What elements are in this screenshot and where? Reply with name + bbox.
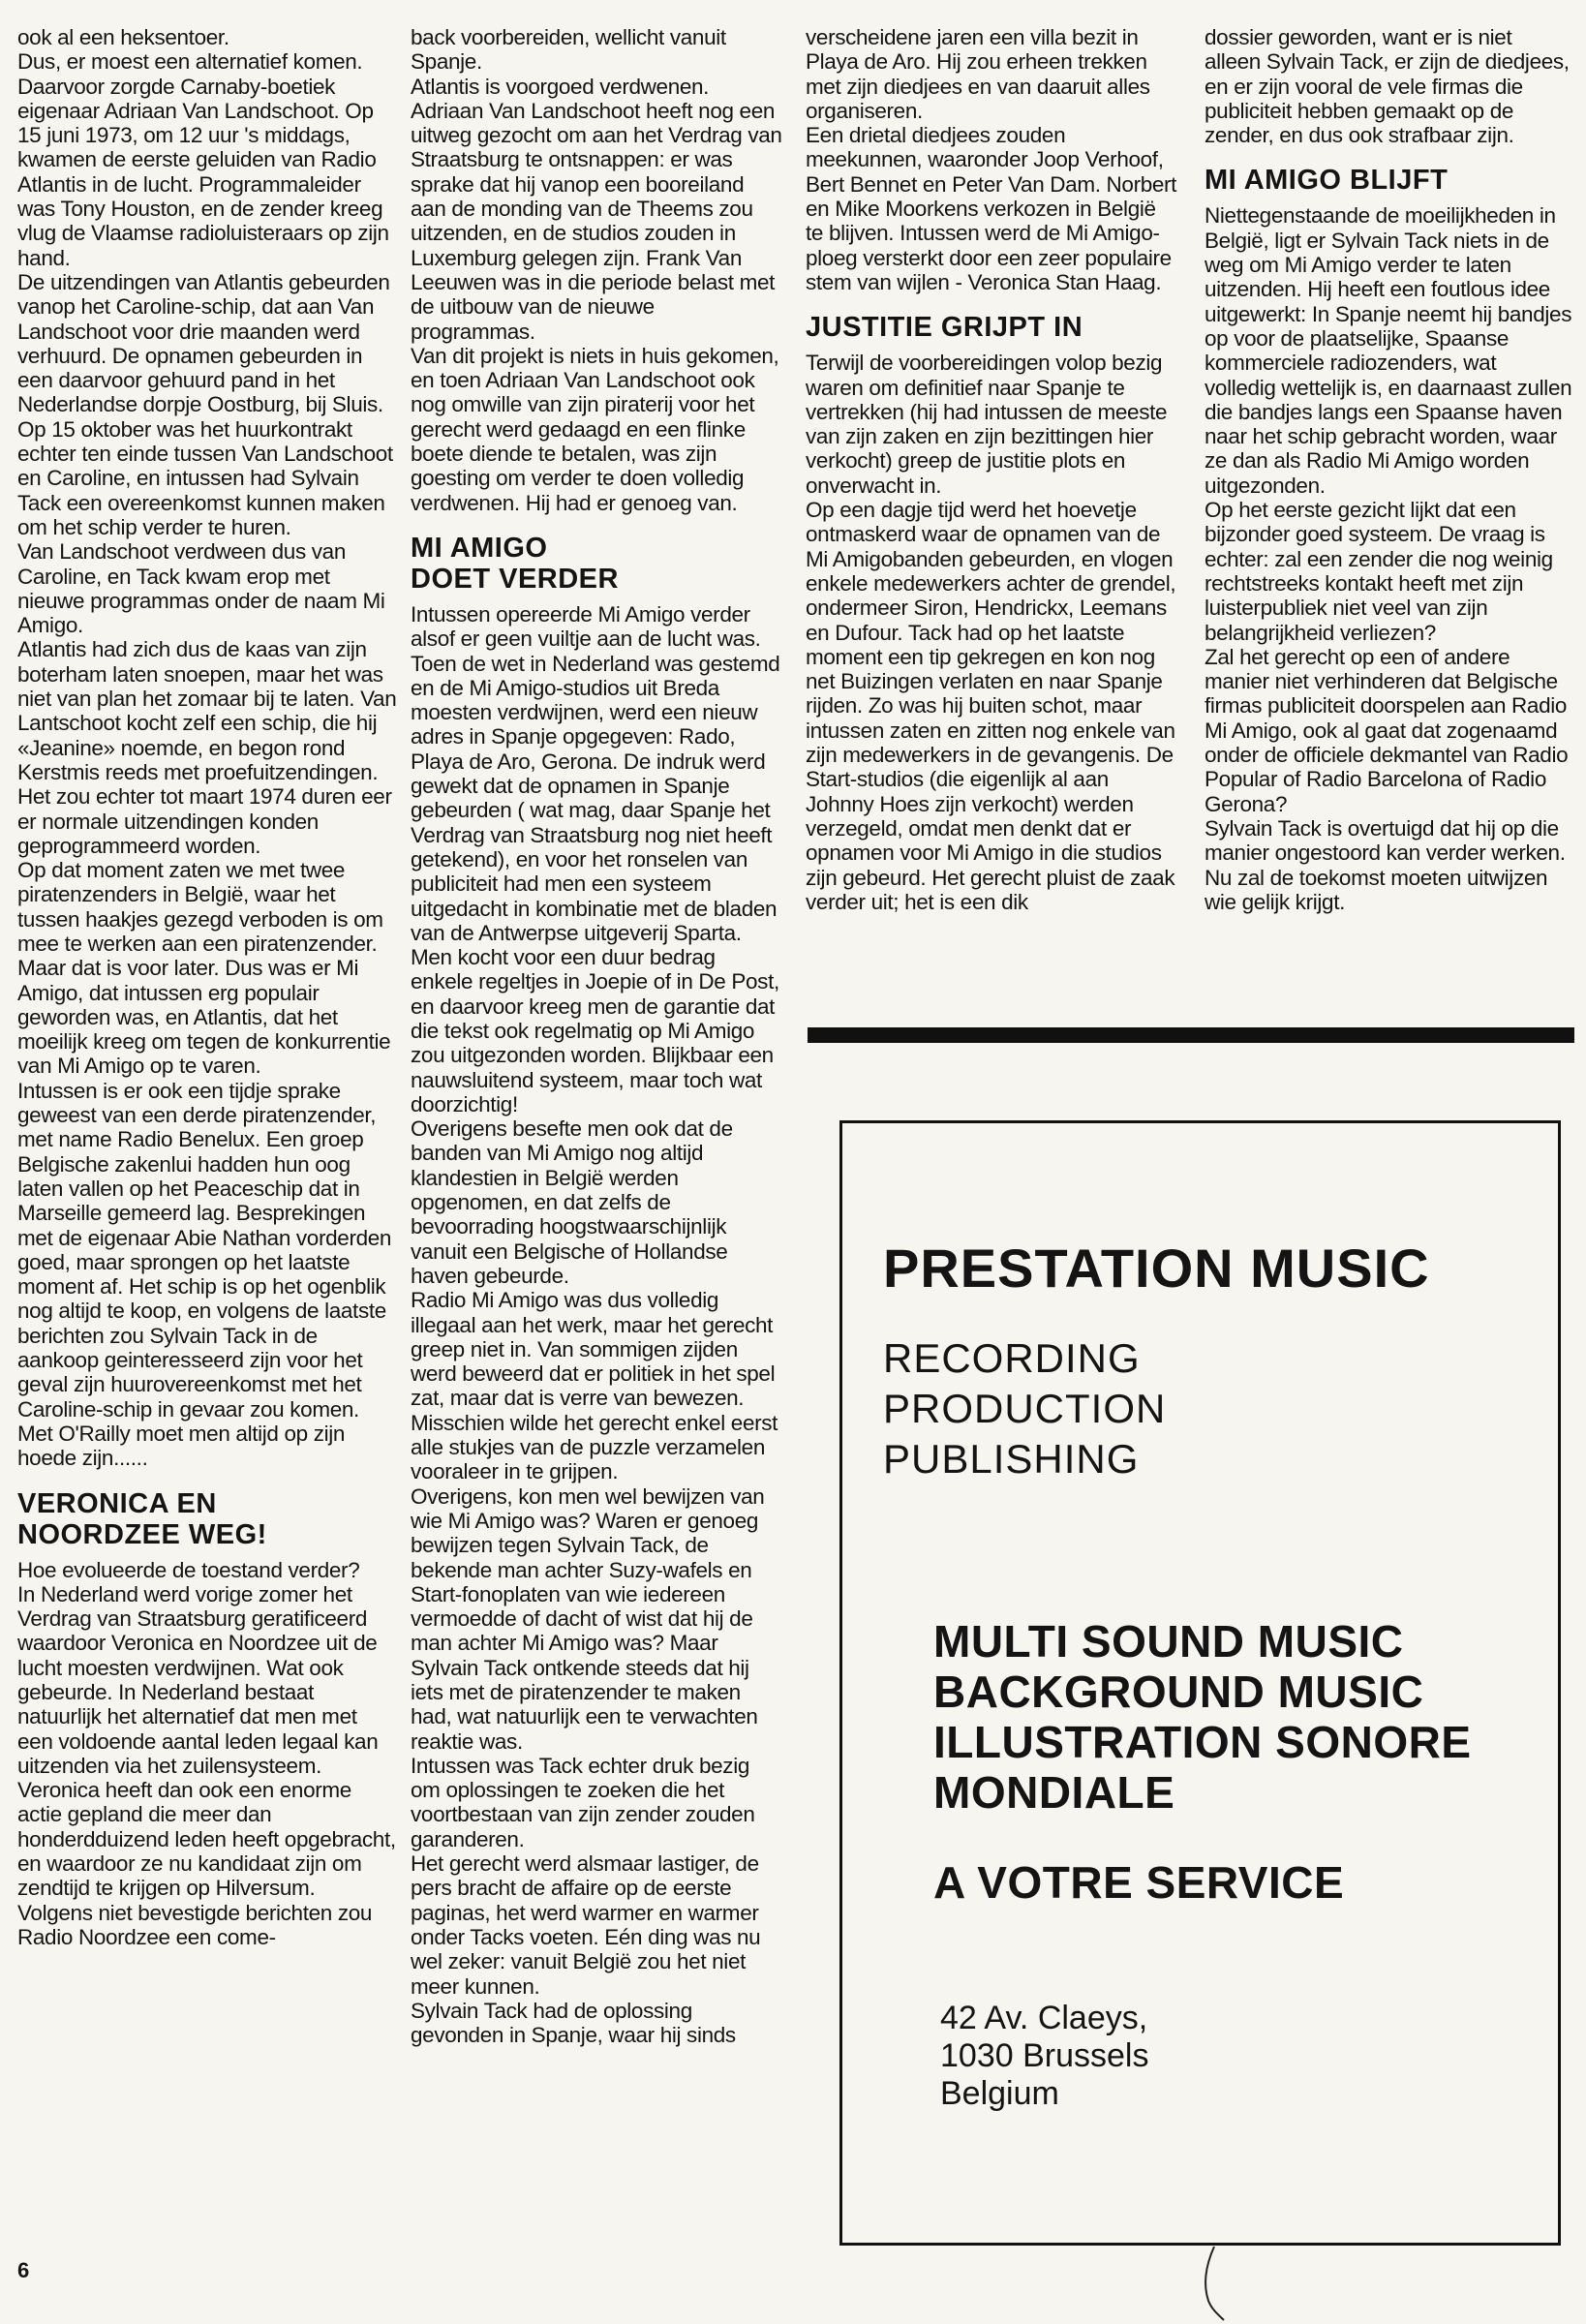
section-heading-line: MI AMIGO [411, 532, 548, 564]
article-paragraph: Van Landschoot verdween dus van Caroline, en Tack kwam erop met nieuwe programmas onder de naam Mi Amigo. [17, 539, 385, 638]
ad-address-line: 1030 Brussels [940, 2037, 1149, 2074]
section-heading-line: JUSTITIE GRIJPT IN [806, 312, 1083, 344]
article-paragraph: Van dit projekt is niets in huis gekomen, en toen Adriaan Van Landschoot ook nog omwille van zijn piraterij voor het gerecht werd gedaagd en een flinke boete diende te betalen, was zijn goesting om verder te doen volledig verdwenen. Hij had er genoeg van. [411, 343, 779, 515]
article-paragraph: Overigens besefte men ook dat de banden van Mi Amigo nog altijd klandestien in België werden opgenomen, en dat zelfs de bevoorrading hoogstwaarschijnlijk vanuit een Belgische of Hollandse haven gebeurde. [411, 1116, 733, 1288]
article-column-3 [806, 25, 1177, 914]
article-column-2 [411, 25, 782, 2047]
ad-title: PRESTATION MUSIC [883, 1238, 1430, 1299]
section-heading-line: DOET VERDER [411, 563, 619, 595]
section-heading [1205, 165, 1572, 196]
article-paragraph: Intussen opereerde Mi Amigo verder alsof er geen vuiltje aan de lucht was. Toen de wet in Nederland was gestemd en de Mi Amigo-studios uit Breda moesten verdwijnen, werd een nieuw adres in Spanje opgegeven: Rado, Playa de Aro, Gerona. De indruk werd gewekt dat de opnamen in Spanje gebeurden ( wat mag, daar Spanje het Verdrag van Straatsburg nog niet heeft getekend), en voor het ronselen van publiciteit had men een systeem uitgedacht in kombinatie met de bladen van de Antwerpse uitgeverij Sparta. Men kocht voor een duur bedrag enkele regeltjes in Joepie of in De Post, en daarvoor kreeg men de garantie dat die tekst ook regelmatig op Mi Amigo zou uitgezonden worden. Blijkbaar een nauwsluitend systeem, maar toch wat doorzichtig! [411, 601, 780, 1116]
section-heading-line: NOORDZEE WEG! [17, 1518, 267, 1550]
page-number: 6 [17, 2258, 30, 2282]
ad-service-line: MULTI SOUND MUSIC [933, 1616, 1404, 1667]
article-paragraph: Zal het gerecht op een of andere manier niet verhinderen dat Belgische firmas publiciteit doorspelen aan Radio Mi Amigo, ook al gaat dat zogenaamd onder de officiele dekmantel van Radio Popular of Radio Barcelona of Radio Gerona? [1205, 644, 1569, 816]
article-paragraph: Sylvain Tack is overtuigd dat hij op die manier ongestoord kan verder werken. Nu zal de toekomst moeten uitwijzen wie gelijk krijgt. [1205, 815, 1566, 914]
article-paragraph: ook al een heksentoer. [17, 25, 229, 49]
ad-address [940, 2000, 1148, 2113]
ad-address-line: 42 Av. Claeys, [940, 2000, 1148, 2036]
article-paragraph: In Nederland werd vorige zomer het Verdrag van Straatsburg geratificeerd waardoor Veronica en Noordzee uit de lucht moesten verdwijnen. Wat ook gebeurde. In Nederland bestaat natuurlijk het alternatief dat men met een voldoende aantal leden legaal kan uitzenden via het zuilensysteem. Veronica heeft dan ook een enorme actie gepland die meer dan honderdduizend leden heeft opgebracht, en waardoor ze nu kandidaat zijn om zendtijd te krijgen op Hilversum. [17, 1581, 396, 1901]
article-paragraph: Atlantis had zich dus de kaas van zijn boterham laten snoepen, maar het was niet van plan het zomaar bij te laten. Van Lantschoot kocht zelf een schip, die hij «Jeanine» noemde, en begon rond Kerstmis reeds met proefuitzendingen. Het zou echter tot maart 1974 duren eer er normale uitzendingen konden geprogrammeerd worden. [17, 637, 397, 858]
article-paragraph: Niettegenstaande de moeilijkheden in België, ligt er Sylvain Tack niets in de weg om Mi Amigo verder te laten uitzenden. Hij heeft een foutlous idee uitgewerkt: In Spanje neemt hij bandjes op voor de plaatselijke, Spaanse kommerciele radiozenders, wat volledig wettelijk is, en daarnaast zullen die bandjes langs een Spaanse haven naar het schip gebracht worden, waar ze dan als Radio Mi Amigo worden uitgezonden. [1205, 203, 1572, 498]
article-paragraph: Daarvoor zorgde Carnaby-boetiek eigenaar Adriaan Van Landschoot. Op 15 juni 1973, om 12 uur 's middags, kwamen de eerste geluiden van Radio Atlantis in de lucht. Programmaleider was Tony Houston, en de zender kreeg vlug de Vlaamse radioluisteraars op zijn hand. [17, 74, 389, 270]
paper-edge-mark [1187, 2245, 1226, 2322]
ad-address-line: Belgium [940, 2075, 1059, 2112]
article-paragraph: Terwijl de voorbereidingen volop bezig waren om definitief naar Spanje te vertrekken (hij had intussen de meeste van zijn zaken en zijn bezittingen hier verkocht) greep de justitie plots en onverwacht in. [806, 351, 1168, 498]
ad-subtitle [883, 1333, 1166, 1484]
ad-subtitle-line: PRODUCTION [883, 1386, 1167, 1431]
ad-tagline: A VOTRE SERVICE [933, 1857, 1345, 1908]
article-paragraph: Radio Mi Amigo was dus volledig illegaal aan het werk, maar het gerecht greep niet in. Van sommigen zijden werd beweerd dat er politiek in het spel zat, maar dat is verre van bewezen. Misschien wilde het gerecht enkel eerst alle stukjes van de puzzle verzamelen vooraleer in te grijpen. [411, 1288, 778, 1484]
article-paragraph: back voorbereiden, wellicht vanuit Spanje. [411, 25, 726, 75]
article-paragraph: Atlantis is voorgoed verdwenen. Adriaan Van Landschoot heeft nog een uitweg gezocht om aan het Verdrag van Straatsburg te ontsnappen: er was sprake dat hij vanop een booreiland aan de monding van de Theems zou uitzenden, en de studios zouden in Luxemburg gelegen zijn. Frank Van Leeuwen was in die periode belast met de uitbouw van de nieuwe programmas. [411, 74, 782, 344]
section-heading [411, 533, 782, 595]
article-paragraph: Hoe evolueerde de toestand verder? [17, 1557, 360, 1582]
article-paragraph: dossier geworden, want er is niet alleen Sylvain Tack, er zijn de diedjees, en er zijn vooral de vele firmas die publiciteit hebben gemaakt op de zender, en dus ook strafbaar zijn. [1205, 25, 1570, 148]
article-column-4 [1205, 25, 1572, 914]
article-column-1 [17, 25, 397, 1949]
article-paragraph: Intussen was Tack echter druk bezig om oplossingen te zoeken die het voortbestaan van zijn zender zouden garanderen. [411, 1753, 755, 1851]
article-paragraph: Op dat moment zaten we met twee piratenzenders in België, waar het tussen haakjes gezegd verboden is om mee te werken aan een piratenzender. Maar dat is voor later. Dus was er Mi Amigo, dat intussen erg populair geworden was, en Atlantis, dat het moeilijk kreeg om tegen de konkurrentie van Mi Amigo op te varen. [17, 858, 391, 1079]
ad-services [933, 1616, 1472, 1818]
ad-service-line: BACKGROUND MUSIC [933, 1667, 1424, 1717]
article-paragraph: Op het eerste gezicht lijkt dat een bijzonder goed systeem. De vraag is echter: zal een zender die nog weinig rechtstreeks kontakt heeft met zijn luisterpubliek niet veel van zijn belangrijkheid verliezen? [1205, 498, 1553, 645]
section-heading [806, 312, 1177, 343]
advertisement-box [839, 1120, 1561, 2246]
article-paragraph: verscheidene jaren een villa bezit in Playa de Aro. Hij zou erheen trekken met zijn diedjees en van daaruit alles organiseren. [806, 25, 1150, 123]
ad-subtitle-line: PUBLISHING [883, 1436, 1140, 1482]
article-paragraph: Volgens niet bevestigde berichten zou Radio Noordzee een come- [17, 1900, 373, 1949]
article-paragraph: Op een dagje tijd werd het hoevetje ontmaskerd waar de opnamen van de Mi Amigobanden gebeurden, en vlogen enkele medewerkers achter de grendel, ondermeer Siron, Hendrickx, Leemans en Dufour. Tack had op het laatste moment een tip gekregen en kon nog net Buizingen verlaten en naar Spanje rijden. Zo was hij buiten schot, maar intussen zaten en zitten nog enkele van zijn medewerkers in de gevangenis. De Start-studios (die eigenlijk al aan Johnny Hoes zijn verkocht) werden verzegeld, omdat men denkt dat er opnamen voor Mi Amigo in die studios zijn gebeurd. Het gerecht pluist de zaak verder uit; het is een dik [806, 498, 1176, 914]
article-paragraph: De uitzendingen van Atlantis gebeurden vanop het Caroline-schip, dat aan Van Landschoot voor drie maanden werd verhuurd. De opnamen gebeurden in een daarvoor gehuurd pand in het Nederlandse dorpje Oostburg, bij Sluis. [17, 269, 390, 417]
section-heading-line: VERONICA EN [17, 1487, 217, 1519]
section-heading-line: MI AMIGO BLIJFT [1205, 165, 1449, 197]
article-paragraph: Intussen is er ook een tijdje sprake geweest van een derde piratenzender, met name Radio Benelux. Een groep Belgische zakenlui hadden hun oog laten vallen op het Peaceschip dat in Marseille gemeerd lag. Besprekingen met de eigenaar Abie Nathan vorderden goed, maar sprongen op het laatste moment af. Het schip is op het ogenblik nog altijd te koop, en volgens de laatste berichten zou Sylvain Tack in de aankoop geinteresseerd zijn voor het geval zijn huurovereenkomst met het Caroline-schip in gevaar zou komen. Met O'Railly moet men altijd op zijn hoede zijn...... [17, 1078, 392, 1471]
article-paragraph: Een drietal diedjees zouden meekunnen, waaronder Joop Verhoof, Bert Bennet en Peter Van Dam. Norbert en Mike Moorkens verkozen in België te blijven. Intussen werd de Mi Amigo-ploeg versterkt door een zeer populaire stem van wijlen - Veronica Stan Haag. [806, 123, 1177, 294]
ad-service-line: ILLUSTRATION SONORE [933, 1717, 1472, 1767]
article-paragraph: Overigens, kon men wel bewijzen van wie Mi Amigo was? Waren er genoeg bewijzen tegen Sylvain Tack, de bekende man achter Suzy-wafels en Start-fonoplaten van wie iedereen vermoedde of dacht of wist dat hij de man achter Mi Amigo was? Maar Sylvain Tack ontkende steeds dat hij iets met de piratenzender te maken had, wat natuurlijk een te verwachten reaktie was. [411, 1483, 765, 1754]
ad-service-line: MONDIALE [933, 1767, 1175, 1818]
ad-subtitle-line: RECORDING [883, 1335, 1141, 1381]
article-paragraph: Sylvain Tack had de oplossing gevonden in Spanje, waar hij sinds [411, 1998, 736, 2048]
horizontal-rule [808, 1027, 1574, 1043]
article-paragraph: Op 15 oktober was het huurkontrakt echter ten einde tussen Van Landschoot en Caroline, en intussen had Sylvain Tack een overeenkomst kunnen maken om het schip verder te huren. [17, 416, 393, 539]
section-heading [17, 1488, 397, 1550]
article-paragraph: Dus, er moest een alternatief komen. [17, 49, 363, 75]
article-paragraph: Het gerecht werd alsmaar lastiger, de pers bracht de affaire op de eerste paginas, het werd warmer en warmer onder Tacks voeten. Eén ding was nu wel zeker: vanuit België zou het niet meer kunnen. [411, 1851, 761, 1999]
